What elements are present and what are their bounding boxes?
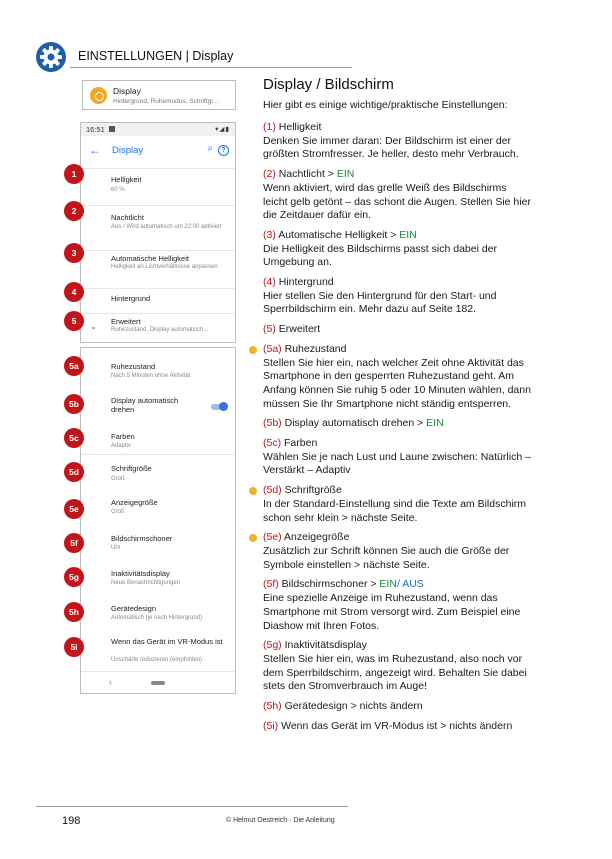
footer-credit: © Helmut Oestreich · Die Anleitung bbox=[226, 817, 335, 824]
section-5a bbox=[263, 343, 533, 412]
callout-badge: 3 bbox=[64, 243, 84, 263]
page-number: 198 bbox=[62, 815, 81, 827]
help-icon[interactable]: ? bbox=[218, 145, 229, 156]
article-intro: Hier gibt es einige wichtige/praktische Einstellungen: bbox=[263, 99, 508, 111]
row-title: Wenn das Gerät im VR-Modus ist bbox=[111, 637, 223, 646]
setting-row-hintergrund[interactable] bbox=[81, 288, 235, 313]
state-on: EIN bbox=[379, 578, 397, 591]
section-title: Anzeigegröße bbox=[284, 531, 350, 544]
callout-badge: 2 bbox=[64, 201, 84, 221]
section-title: Erweitert bbox=[278, 323, 321, 336]
section-4 bbox=[263, 276, 533, 317]
row-subtitle: Adaptiv bbox=[111, 443, 132, 449]
setting-row-anzeigegroesse[interactable] bbox=[81, 489, 235, 523]
setting-row-helligkeit[interactable] bbox=[81, 168, 235, 205]
row-subtitle: Neue Benachrichtigungen bbox=[111, 580, 181, 586]
navigation-bar bbox=[81, 671, 235, 693]
row-title: Hintergrund bbox=[111, 294, 151, 303]
section-title: Nachtlicht > bbox=[278, 168, 334, 181]
section-5 bbox=[263, 323, 533, 337]
row-title: Display automatisch drehen bbox=[111, 396, 179, 414]
section-number: (5f) bbox=[263, 578, 279, 591]
nav-home-pill[interactable] bbox=[151, 681, 165, 685]
section-title: Hintergrund bbox=[278, 276, 334, 289]
section-body: Wählen Sie je nach Lust und Laune zwischen: Natürlich – Verstärkt – Adaptiv bbox=[263, 450, 531, 477]
row-title: Automatische Helligkeit bbox=[111, 254, 189, 263]
callout-badge: 5a bbox=[64, 356, 84, 376]
search-icon[interactable]: ⌕ bbox=[207, 143, 213, 154]
article-column bbox=[263, 76, 533, 739]
section-5f bbox=[263, 578, 533, 633]
article-heading: Display / Bildschirm bbox=[263, 76, 394, 93]
notification-icon bbox=[109, 126, 115, 132]
callout-badge: 5h bbox=[64, 602, 84, 622]
section-number: (1) bbox=[263, 121, 276, 133]
callout-badge: 1 bbox=[64, 164, 84, 184]
row-subtitle: Groß bbox=[111, 476, 125, 482]
section-5g bbox=[263, 639, 533, 694]
display-settings-entry[interactable] bbox=[82, 80, 236, 110]
row-subtitle: Unschärfe reduzieren (empfohlen) bbox=[111, 657, 203, 663]
section-body: Denken Sie immer daran: Der Bildschirm ist einer der größten Stromfresser. Je heller, desto mehr Verbrauch. bbox=[263, 134, 519, 161]
setting-row-vr-modus[interactable] bbox=[81, 628, 235, 673]
callout-badge: 4 bbox=[64, 282, 84, 302]
state-off: / AUS bbox=[396, 578, 424, 591]
section-title: Ruhezustand bbox=[284, 342, 347, 355]
section-number: (5a) bbox=[263, 342, 282, 355]
nav-back-icon[interactable]: ‹ bbox=[109, 677, 112, 687]
highlight-dot bbox=[249, 346, 257, 354]
row-title: Inaktivitätsdisplay bbox=[111, 569, 170, 578]
app-bar bbox=[81, 136, 235, 168]
row-subtitle: Groß bbox=[111, 509, 125, 515]
callout-badge: 5e bbox=[64, 499, 84, 519]
section-2 bbox=[263, 168, 533, 223]
row-subtitle: Automatisch (je nach Hintergrund) bbox=[111, 615, 203, 621]
section-title: Inaktivitätsdisplay bbox=[284, 639, 367, 652]
state-on: EIN bbox=[336, 168, 355, 181]
row-title: Schriftgröße bbox=[111, 464, 152, 473]
section-body: Wenn aktiviert, wird das grelle Weiß des Bildschirms leicht gelb getönt – das schont die Augen. Stellen Sie hier die Zeitdauer dafür ein. bbox=[263, 181, 531, 222]
settings-gear-icon bbox=[36, 42, 66, 72]
section-body: Die Helligkeit des Bildschirms passt sich dabei der Umgebung an. bbox=[263, 242, 498, 269]
section-title: Bildschirmschoner > bbox=[281, 578, 377, 591]
section-number: (5c) bbox=[263, 437, 282, 450]
callout-badge: 5b bbox=[64, 394, 84, 414]
row-subtitle: Aus / Wird automatisch um 22:00 aktiviert bbox=[111, 224, 222, 230]
section-title: Display automatisch drehen > bbox=[284, 417, 424, 430]
row-title: Gerätedesign bbox=[111, 604, 157, 613]
section-body: Hier stellen Sie den Hintergrund für den Start- und Sperrbildschirm ein. Mehr dazu auf Seite 182. bbox=[263, 289, 497, 316]
row-subtitle: Helligkeit an Lichtverhältnisse anpassen bbox=[111, 264, 218, 270]
section-5i bbox=[263, 720, 533, 734]
row-title: Anzeigegröße bbox=[111, 498, 158, 507]
setting-row-auto-helligkeit[interactable] bbox=[81, 250, 235, 288]
row-subtitle: Nach 5 Minuten ohne Aktivität bbox=[111, 373, 191, 379]
callout-badge: 5c bbox=[64, 428, 84, 448]
row-subtitle: 60 % bbox=[111, 187, 125, 193]
section-body: Stellen Sie hier ein, nach welcher Zeit ohne Aktivität das Smartphone in den gesperrten Ruhezustand geht. Am Anfang können Sie ruhig 5 oder 10 Minuten wählen, dann müssen Sie Ihr Smartphone nicht ständig entsperren. bbox=[263, 356, 531, 410]
section-title: Automatische Helligkeit > bbox=[278, 228, 397, 241]
chevron-down-icon: ⌄ bbox=[90, 322, 97, 331]
row-title: Erweitert bbox=[111, 317, 141, 326]
section-title: Helligkeit bbox=[278, 121, 322, 133]
back-arrow-icon[interactable]: ← bbox=[89, 143, 101, 157]
screen-title: Display bbox=[112, 145, 144, 156]
highlight-dot bbox=[249, 534, 257, 542]
section-number: (5) bbox=[263, 323, 276, 336]
entry-subtitle: Hintergrund, Ruhemodus, Schriftgr... bbox=[113, 98, 219, 105]
section-title: Gerätedesign > nichts ändern bbox=[284, 700, 423, 713]
setting-row-ruhezustand[interactable] bbox=[81, 348, 235, 383]
setting-row-geraetedesign[interactable] bbox=[81, 593, 235, 628]
section-number: (5b) bbox=[263, 417, 282, 430]
callout-badge: 5 bbox=[64, 311, 84, 331]
section-5b bbox=[263, 417, 533, 431]
section-5h bbox=[263, 700, 533, 714]
section-body: In der Standard-Einstellung sind die Texte am Bildschirm schon sehr klein > nächste Seite. bbox=[263, 497, 527, 524]
phone-display-screen bbox=[80, 122, 236, 343]
auto-rotate-toggle[interactable] bbox=[211, 404, 226, 410]
callout-badge: 5g bbox=[64, 567, 84, 587]
section-5d bbox=[263, 484, 533, 525]
section-3 bbox=[263, 229, 533, 270]
brightness-icon bbox=[90, 87, 107, 104]
entry-title: Display bbox=[113, 86, 141, 96]
section-title: Wenn das Gerät im VR-Modus ist > nichts ändern bbox=[281, 719, 513, 732]
setting-row-schriftgroesse[interactable] bbox=[81, 454, 235, 489]
state-on: EIN bbox=[426, 417, 444, 430]
setting-row-nachtlicht[interactable] bbox=[81, 205, 235, 250]
setting-row-inaktivitaetsdisplay[interactable] bbox=[81, 559, 235, 593]
row-title: Helligkeit bbox=[111, 175, 142, 184]
setting-row-farben[interactable] bbox=[81, 421, 235, 454]
state-on: EIN bbox=[399, 228, 417, 241]
row-title: Nachtlicht bbox=[111, 213, 144, 222]
callout-badge: 5d bbox=[64, 462, 84, 482]
setting-row-erweitert[interactable] bbox=[81, 313, 235, 344]
row-title: Bildschirmschoner bbox=[111, 534, 173, 543]
callout-badge: 5f bbox=[64, 533, 84, 553]
row-title: Farben bbox=[111, 432, 135, 441]
row-title: Ruhezustand bbox=[111, 362, 156, 371]
section-title: Farben bbox=[284, 437, 318, 450]
section-5c bbox=[263, 437, 533, 478]
setting-row-auto-drehen[interactable] bbox=[81, 383, 235, 421]
section-number: (2) bbox=[263, 168, 276, 181]
status-bar bbox=[81, 123, 235, 136]
section-number: (5d) bbox=[263, 484, 282, 497]
callout-badge: 5i bbox=[64, 637, 84, 657]
footer-divider bbox=[36, 806, 348, 807]
section-1 bbox=[263, 121, 533, 162]
section-body: Stellen Sie hier ein, was im Ruhezustand, also noch vor dem Sperrbildschirm, angezeigt wird. Behalten Sie dabei stets den Stromverbrauch im Auge! bbox=[263, 652, 527, 693]
section-title: Schriftgröße bbox=[284, 484, 342, 497]
section-5e bbox=[263, 531, 533, 572]
highlight-dot bbox=[249, 487, 257, 495]
section-number: (4) bbox=[263, 276, 276, 289]
section-number: (5e) bbox=[263, 531, 282, 544]
row-subtitle: Ruhezustand, Display automatisch... bbox=[111, 327, 209, 333]
setting-row-bildschirmschoner[interactable] bbox=[81, 523, 235, 559]
section-number: (5i) bbox=[263, 719, 279, 732]
section-body: Zusätzlich zur Schrift können Sie auch die Größe der Symbole einstellen > nächste Seite. bbox=[263, 544, 510, 571]
page-section-title: EINSTELLUNGEN | Display bbox=[78, 49, 234, 63]
section-number: (3) bbox=[263, 228, 276, 241]
phone-advanced-screen bbox=[80, 347, 236, 694]
section-number: (5g) bbox=[263, 639, 282, 652]
section-body: Eine spezielle Anzeige im Ruhezustand, wenn das Smartphone mit Strom versorgt wird. Zum Beispiel eine Diashow mit Ihren Fotos. bbox=[263, 592, 521, 632]
row-subtitle: Uhr bbox=[111, 545, 121, 551]
signal-battery-icons: ▾◢▮ bbox=[215, 126, 230, 133]
section-number: (5h) bbox=[263, 700, 282, 713]
header-divider bbox=[70, 67, 352, 68]
status-time: 16:51 bbox=[86, 125, 105, 134]
